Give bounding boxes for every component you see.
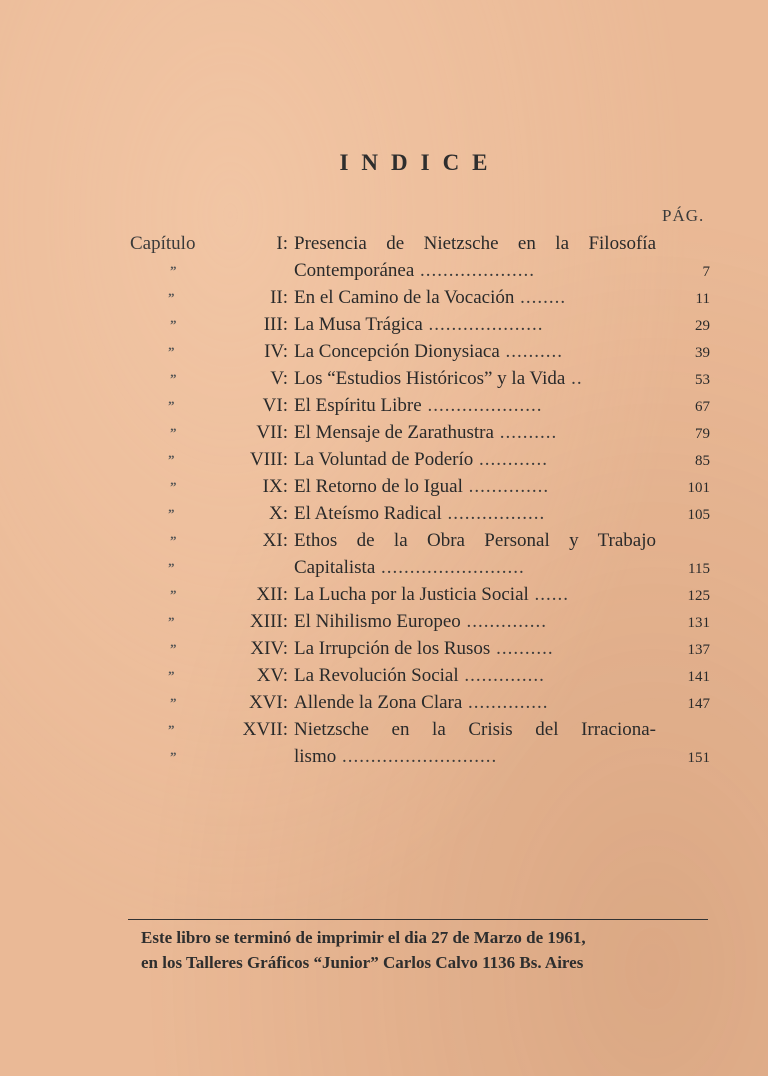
chapter-title	[294, 473, 656, 500]
chapter-title	[294, 446, 656, 473]
chapter-number: XVII:	[242, 719, 288, 740]
leader-dots: ..............	[462, 692, 549, 713]
toc-row	[0, 608, 768, 635]
page-number: 101	[687, 480, 710, 496]
chapter-title	[294, 230, 656, 257]
chapter-title-text: Los “Estudios Históricos” y la Vida	[294, 368, 566, 389]
leader-dots: .........................	[375, 557, 525, 578]
index-title: INDICE	[339, 150, 501, 175]
page-number: 115	[688, 561, 710, 577]
leader-dots: ....................	[414, 260, 536, 281]
chapter-title-text: Presencia de Nietzsche en la Filosofía	[294, 233, 656, 254]
leader-dots: ...........................	[336, 746, 498, 767]
leader-dots: ..............	[460, 611, 548, 632]
chapter-number: XIII:	[250, 611, 288, 632]
page-number: 147	[687, 696, 710, 712]
chapter-title	[294, 284, 656, 311]
chapter-number: IX:	[262, 476, 288, 497]
leader-dots: ..	[565, 368, 583, 389]
chapter-number: XV:	[256, 665, 288, 686]
chapter-number: XI:	[262, 530, 288, 551]
chapter-title-text: La Musa Trágica	[294, 314, 423, 335]
leader-dots: ........	[514, 287, 567, 308]
chapter-title	[294, 662, 656, 689]
toc-row	[0, 284, 768, 311]
page-number: 131	[687, 615, 710, 631]
toc-row	[0, 527, 768, 554]
ditto-mark: ”	[170, 695, 177, 710]
ditto-mark: ”	[168, 452, 175, 467]
toc-row	[0, 338, 768, 365]
chapter-number: II:	[270, 287, 288, 308]
toc-row	[0, 230, 768, 257]
chapter-number: XVI:	[248, 692, 288, 713]
toc-row	[0, 716, 768, 743]
ditto-mark: ”	[170, 587, 177, 602]
leader-dots: ..............	[458, 665, 545, 686]
chapter-title-text: En el Camino de la Vocación	[294, 287, 515, 308]
chapter-title	[294, 608, 656, 635]
chapter-title-text: La Voluntad de Poderío	[294, 449, 474, 470]
page-number: 79	[695, 426, 710, 442]
leader-dots: ..........	[493, 422, 558, 443]
ditto-mark: ”	[168, 344, 175, 359]
leader-dots: ..........	[490, 638, 554, 659]
chapter-number: XIV:	[250, 638, 288, 659]
chapter-title	[294, 635, 656, 662]
page-number: 11	[695, 291, 710, 307]
ditto-mark: ”	[170, 425, 177, 440]
chapter-title-text: La Lucha por la Justicia Social	[294, 584, 529, 605]
ditto-mark: ”	[170, 479, 177, 494]
page-number: 67	[695, 399, 710, 415]
ditto-mark: ”	[170, 317, 177, 332]
toc-row	[0, 581, 768, 608]
page-number: 137	[687, 642, 710, 658]
chapter-title	[294, 311, 656, 338]
toc-row	[0, 554, 768, 581]
toc-row	[0, 662, 768, 689]
page-number: 105	[687, 507, 710, 523]
page-number: 7	[702, 264, 710, 280]
chapter-title-text: lismo	[294, 746, 337, 767]
ditto-mark: ”	[168, 290, 175, 305]
chapter-number: III:	[263, 314, 288, 335]
page-number: 141	[687, 669, 710, 685]
chapter-number: VI:	[262, 395, 288, 416]
chapter-title	[294, 392, 656, 419]
toc-row	[0, 311, 768, 338]
chapter-title	[294, 716, 656, 743]
ditto-mark: ”	[168, 506, 175, 521]
chapter-number: IV:	[264, 341, 288, 362]
chapter-title-text: El Retorno de lo Igual	[294, 476, 463, 497]
chapter-title-text: El Ateísmo Radical	[294, 503, 442, 524]
ditto-mark: ”	[168, 398, 175, 413]
chapter-title	[294, 419, 656, 446]
chapter-title-text: Capitalista	[294, 557, 376, 578]
chapter-number: I:	[276, 233, 288, 254]
chapter-title-text: La Concepción Dionysiaca	[294, 341, 500, 362]
chapter-title-text: Allende la Zona Clara	[294, 692, 463, 713]
leader-dots: .................	[441, 503, 546, 524]
chapter-title-text: Nietzsche en la Crisis del Irraciona-	[294, 719, 656, 740]
page-column-label: PÁG.	[662, 206, 705, 225]
leader-dots: ....................	[422, 314, 544, 335]
chapter-title-text: Contemporánea	[294, 260, 415, 281]
chapter-title-text: Ethos de la Obra Personal y Trabajo	[294, 530, 656, 551]
leader-dots: ....................	[421, 395, 543, 416]
ditto-mark: ”	[168, 722, 175, 737]
page-number: 85	[695, 453, 710, 469]
toc-row	[0, 500, 768, 527]
chapter-title-text: El Mensaje de Zarathustra	[294, 422, 494, 443]
chapter-number: VIII:	[250, 449, 288, 470]
chapter-title	[294, 527, 656, 554]
chapter-title-text: La Revolución Social	[294, 665, 459, 686]
chapter-title	[294, 689, 656, 716]
ditto-mark: ”	[170, 641, 177, 656]
toc-row	[0, 473, 768, 500]
page-number: 29	[695, 318, 710, 334]
ditto-mark: ”	[168, 668, 175, 683]
chapter-title	[294, 554, 656, 581]
page-number: 125	[687, 588, 710, 604]
toc-row	[0, 635, 768, 662]
chapter-label: Capítulo	[130, 233, 196, 254]
chapter-title	[294, 743, 656, 770]
toc-row	[0, 743, 768, 770]
page-number: 151	[687, 750, 710, 766]
chapter-title	[294, 500, 656, 527]
chapter-number: VII:	[256, 422, 288, 443]
toc-row	[0, 257, 768, 284]
ditto-mark: ”	[170, 749, 177, 764]
chapter-number: V:	[270, 368, 288, 389]
chapter-title-text: La Irrupción de los Rusos	[294, 638, 491, 659]
chapter-title	[294, 581, 656, 608]
toc-row	[0, 689, 768, 716]
chapter-number: X:	[269, 503, 288, 524]
leader-dots: ..............	[462, 476, 550, 497]
toc-row	[0, 446, 768, 473]
chapter-title	[294, 257, 656, 284]
colophon-line-1: Este libro se terminó de imprimir el dia 27 de Marzo de 1961,	[141, 928, 586, 947]
chapter-title	[294, 338, 656, 365]
toc-row	[0, 419, 768, 446]
chapter-title-text: El Espíritu Libre	[294, 395, 422, 416]
leader-dots: ............	[473, 449, 548, 470]
ditto-mark: ”	[170, 263, 177, 278]
ditto-mark: ”	[170, 533, 177, 548]
page-number: 53	[695, 372, 710, 388]
toc-row	[0, 392, 768, 419]
chapter-number: XII:	[256, 584, 288, 605]
chapter-title-text: El Nihilismo Europeo	[294, 611, 461, 632]
ditto-mark: ”	[168, 614, 175, 629]
toc-row	[0, 365, 768, 392]
page-number: 39	[695, 345, 710, 361]
colophon-line-2: en los Talleres Gráficos “Junior” Carlos Calvo 1136 Bs. Aires	[141, 953, 584, 972]
leader-dots: ..........	[499, 341, 564, 362]
ditto-mark: ”	[170, 371, 177, 386]
chapter-title	[294, 365, 656, 392]
ditto-mark: ”	[168, 560, 175, 575]
leader-dots: ......	[528, 584, 570, 605]
colophon-rule	[128, 919, 708, 920]
